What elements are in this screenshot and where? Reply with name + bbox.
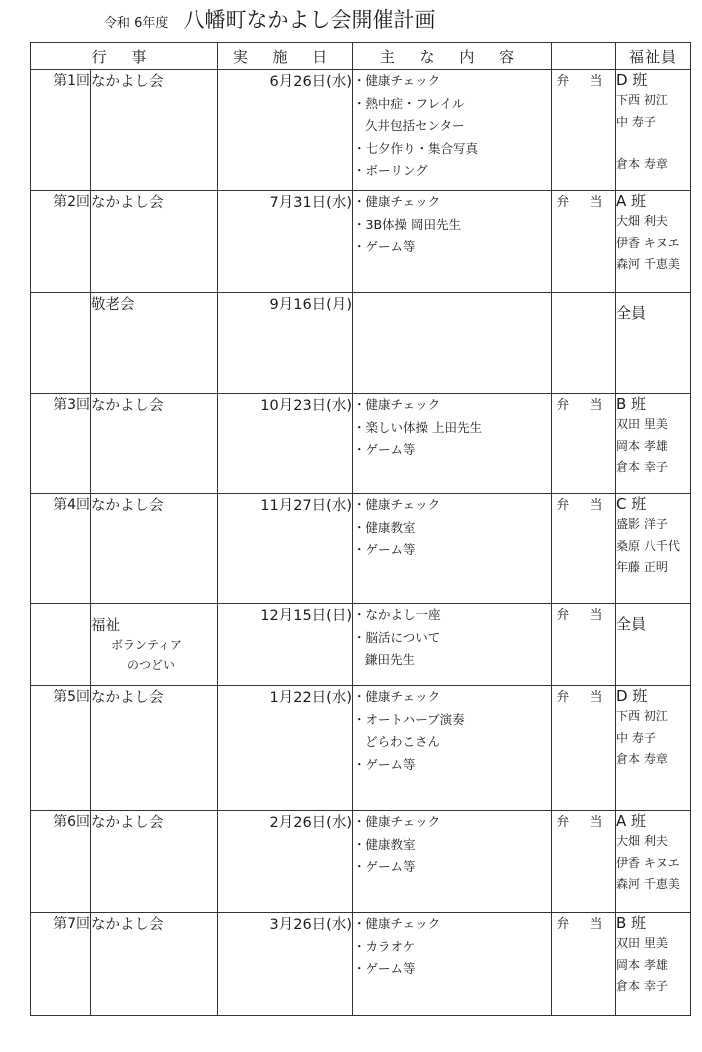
event-date-cell <box>218 293 353 394</box>
session-number: 第5回 <box>53 689 90 705</box>
content-item: ・健康教室 <box>353 836 416 852</box>
event-date: 2月26日(水) <box>269 815 352 831</box>
event-content-cell <box>353 394 552 494</box>
meal-label: 弁 当 <box>556 195 611 210</box>
staff-member: 年藤 正明 <box>616 560 668 574</box>
meal-cell <box>552 604 616 686</box>
content-item: ・ゲーム等 <box>353 442 416 457</box>
session-number-cell <box>31 191 91 293</box>
session-number-cell <box>31 494 91 604</box>
session-number: 第7回 <box>53 916 90 932</box>
staff-team: B 班 <box>616 395 647 413</box>
meal-label: 弁 当 <box>556 690 611 705</box>
meal-cell <box>552 494 616 604</box>
staff-team: D 班 <box>616 71 648 89</box>
table-row <box>31 811 691 913</box>
col-header-date: 実 施 日 <box>218 43 353 70</box>
staff-member: 中 寿子 <box>616 730 656 745</box>
meal-cell <box>552 686 616 811</box>
event-name: なかよし会 <box>91 498 164 514</box>
table-row <box>31 191 691 293</box>
session-number-cell <box>31 604 91 686</box>
event-name-cell <box>91 686 218 811</box>
content-item: ・オートハーブ演奏 <box>353 711 465 727</box>
event-date: 9月16日(月) <box>269 297 352 313</box>
session-number: 第2回 <box>53 194 90 210</box>
staff-team: D 班 <box>616 687 648 705</box>
event-date-cell <box>218 913 353 1016</box>
content-item: ・健康チェック <box>353 814 441 829</box>
staff-cell <box>616 191 691 293</box>
table-row <box>31 394 691 494</box>
staff-member: 双田 里美 <box>616 417 668 431</box>
session-number-cell <box>31 394 91 494</box>
staff-cell <box>616 811 691 913</box>
event-name-cell <box>91 811 218 913</box>
content-item: ・健康チェック <box>353 689 441 704</box>
session-number: 第6回 <box>53 814 90 830</box>
event-content-cell <box>353 811 552 913</box>
meal-cell <box>552 70 616 191</box>
staff-team: 全員 <box>616 304 647 322</box>
content-item: 鎌田先生 <box>365 652 416 667</box>
content-item: ・ボーリング <box>353 163 428 178</box>
page-title-block <box>104 4 436 34</box>
content-item: ・ゲーム等 <box>353 756 416 772</box>
staff-team: 全員 <box>616 615 647 633</box>
staff-member: 倉本 寿章 <box>616 752 668 766</box>
staff-cell <box>616 494 691 604</box>
col-header-meal <box>552 43 616 70</box>
staff-member: 大畑 利夫 <box>616 834 668 848</box>
meal-cell <box>552 394 616 494</box>
event-content-cell <box>353 494 552 604</box>
event-date: 7月31日(水) <box>269 195 352 211</box>
staff-member: 岡本 孝雄 <box>616 957 668 972</box>
event-name: なかよし会 <box>91 917 164 933</box>
col-header-event: 行 事 <box>31 43 218 70</box>
session-number: 第3回 <box>53 397 90 413</box>
content-item: ・楽しい体操 上田先生 <box>353 419 482 435</box>
staff-member: 倉本 幸子 <box>616 979 668 993</box>
staff-member: 桑原 八千代 <box>616 538 680 553</box>
event-name-cell <box>91 394 218 494</box>
event-name: なかよし会 <box>91 74 164 90</box>
meal-label: 弁 当 <box>556 917 611 932</box>
session-number-cell <box>31 913 91 1016</box>
staff-member: 岡本 孝雄 <box>616 438 668 453</box>
staff-team: B 班 <box>616 914 647 932</box>
content-item: ・ゲーム等 <box>353 542 416 557</box>
staff-member: 下西 初江 <box>616 709 668 723</box>
event-content-cell <box>353 293 552 394</box>
event-name-cell <box>91 191 218 293</box>
event-name: なかよし会 <box>91 815 164 831</box>
session-number-cell <box>31 293 91 394</box>
staff-team: A 班 <box>616 812 647 830</box>
session-number-cell <box>31 811 91 913</box>
content-item: 久井包括センター <box>365 118 465 133</box>
event-name-cell <box>91 70 218 191</box>
content-item: ・3B体操 岡田先生 <box>353 216 462 232</box>
staff-member: 中 寿子 <box>616 114 656 129</box>
table-row <box>31 604 691 686</box>
content-item: ・ゲーム等 <box>353 961 416 976</box>
table-header-row <box>31 43 691 70</box>
staff-cell <box>616 394 691 494</box>
event-date-cell <box>218 70 353 191</box>
content-item: ・脳活について <box>353 629 441 645</box>
col-header-content: 主 な 内 容 <box>353 43 552 70</box>
page-title: 八幡町なかよし会開催計画 <box>183 8 436 32</box>
content-item: ・なかよし一座 <box>353 607 441 622</box>
event-content-cell <box>353 604 552 686</box>
staff-member: 森河 千恵美 <box>616 877 680 891</box>
event-name-sub: ボランティア <box>111 638 183 652</box>
event-date: 10月23日(水) <box>260 398 352 414</box>
staff-cell <box>616 70 691 191</box>
table-row <box>31 913 691 1016</box>
session-number: 第1回 <box>53 73 90 89</box>
event-date-cell <box>218 811 353 913</box>
event-date-cell <box>218 191 353 293</box>
staff-cell <box>616 686 691 811</box>
content-item: ・健康チェック <box>353 194 441 209</box>
content-item: どらわこさん <box>365 734 441 749</box>
session-number-cell <box>31 70 91 191</box>
col-header-staff: 福祉員 <box>616 43 691 70</box>
meal-label: 弁 当 <box>556 815 611 830</box>
session-number: 第4回 <box>53 497 90 513</box>
staff-member: 大畑 利夫 <box>616 214 668 228</box>
event-name-sub2: のつどい <box>127 658 176 672</box>
staff-member: 伊香 キヌエ <box>616 855 680 870</box>
meal-label: 弁 当 <box>556 398 611 413</box>
meal-label: 弁 当 <box>556 608 611 623</box>
fiscal-year: 令和 6年度 <box>104 16 169 31</box>
content-item: ・健康教室 <box>353 519 416 535</box>
event-date-cell <box>218 686 353 811</box>
event-name: なかよし会 <box>91 195 164 211</box>
staff-member: 盛影 洋子 <box>616 517 668 531</box>
content-item: ・健康チェック <box>353 397 441 412</box>
content-item: ・ゲーム等 <box>353 239 416 254</box>
staff-cell <box>616 293 691 394</box>
content-item: ・カラオケ <box>353 938 416 954</box>
event-content-cell <box>353 70 552 191</box>
table-row <box>31 494 691 604</box>
event-date-cell <box>218 394 353 494</box>
staff-member: 森河 千恵美 <box>616 257 680 271</box>
staff-team: C 班 <box>616 495 647 513</box>
meal-cell <box>552 913 616 1016</box>
event-date: 11月27日(水) <box>260 498 352 514</box>
staff-cell <box>616 913 691 1016</box>
event-date-cell <box>218 604 353 686</box>
event-content-cell <box>353 191 552 293</box>
event-content-cell <box>353 913 552 1016</box>
event-plan-table <box>30 42 691 1016</box>
table-row <box>31 70 691 191</box>
content-item: ・健康チェック <box>353 916 441 931</box>
content-item: ・健康チェック <box>353 73 441 88</box>
event-name-cell <box>91 604 218 686</box>
event-name: なかよし会 <box>91 398 164 414</box>
staff-team: A 班 <box>616 192 647 210</box>
event-name-cell <box>91 913 218 1016</box>
staff-member: 伊香 キヌエ <box>616 235 680 250</box>
staff-member <box>616 133 690 154</box>
table-row <box>31 293 691 394</box>
meal-label: 弁 当 <box>556 498 611 513</box>
event-name: 福祉 <box>91 618 120 634</box>
event-name-cell <box>91 494 218 604</box>
content-item: ・ゲーム等 <box>353 859 416 874</box>
event-date: 6月26日(水) <box>269 74 352 90</box>
meal-cell <box>552 293 616 394</box>
event-name: なかよし会 <box>91 690 164 706</box>
staff-member: 下西 初江 <box>616 93 668 107</box>
staff-member: 双田 里美 <box>616 936 668 950</box>
event-date-cell <box>218 494 353 604</box>
content-item: ・健康チェック <box>353 497 441 512</box>
event-date: 1月22日(水) <box>269 690 352 706</box>
staff-member: 倉本 幸子 <box>616 460 668 474</box>
meal-cell <box>552 811 616 913</box>
event-name-cell <box>91 293 218 394</box>
content-item: ・熱中症・フレイル <box>353 95 465 111</box>
event-name: 敬老会 <box>91 297 135 313</box>
meal-cell <box>552 191 616 293</box>
content-item: ・七夕作り・集合写真 <box>353 140 479 156</box>
staff-member: 倉本 寿章 <box>616 157 668 171</box>
table-row <box>31 686 691 811</box>
staff-cell <box>616 604 691 686</box>
meal-label: 弁 当 <box>556 74 611 89</box>
session-number-cell <box>31 686 91 811</box>
event-content-cell <box>353 686 552 811</box>
event-date: 12月15日(日) <box>260 608 352 624</box>
event-date: 3月26日(水) <box>269 917 352 933</box>
